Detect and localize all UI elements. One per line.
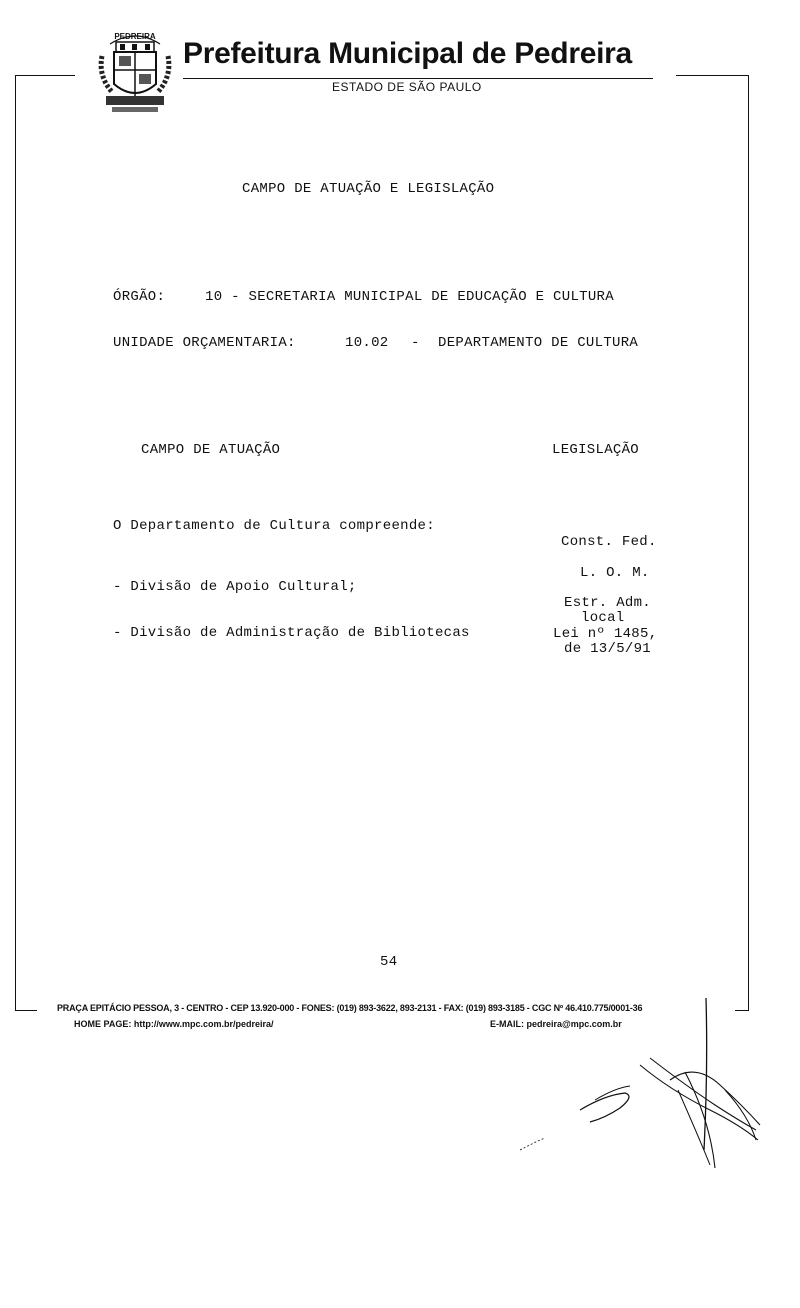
list-item: - Divisão de Apoio Cultural;	[113, 579, 357, 595]
footer-address: PRAÇA EPITÁCIO PESSOA, 3 - CENTRO - CEP 13.920-000 - FONES: (019) 893-3622, 893-2131 - FAX: (019) 893-3185 - CGC Nº 46.410.775/0001-36	[57, 1003, 643, 1013]
legislation-date: de 13/5/91	[564, 641, 652, 657]
header-rule	[183, 78, 653, 79]
footer-homepage: HOME PAGE: http://www.mpc.com.br/pedreira/	[74, 1019, 274, 1029]
municipality-title: Prefeitura Municipal de Pedreira	[183, 37, 632, 70]
frame-right	[748, 75, 749, 1010]
frame-bottom-left	[15, 1010, 37, 1011]
legislation-local: local	[581, 610, 625, 626]
orgao-label: ÓRGÃO:	[113, 289, 166, 305]
page-number: 54	[380, 954, 398, 970]
unidade-label: UNIDADE ORÇAMENTARIA:	[113, 335, 296, 351]
handwritten-signature	[510, 990, 770, 1175]
seal-text: PEDREIRA	[114, 32, 156, 41]
legislation-lei: Lei nº 1485,	[553, 626, 658, 642]
unidade-value: DEPARTAMENTO DE CULTURA	[438, 335, 639, 351]
coat-of-arms-icon	[96, 26, 174, 118]
document-heading: CAMPO DE ATUAÇÃO E LEGISLAÇÃO	[242, 181, 495, 197]
campo-header: CAMPO DE ATUAÇÃO	[141, 442, 281, 458]
legislation-lom: L. O. M.	[580, 565, 650, 581]
list-item: - Divisão de Administração de Bibliotecas	[113, 625, 470, 641]
frame-top-left	[15, 75, 75, 76]
orgao-value: 10 - SECRETARIA MUNICIPAL DE EDUCAÇÃO E CULTURA	[205, 289, 614, 305]
unidade-dash: -	[411, 335, 420, 351]
state-subtitle: ESTADO DE SÃO PAULO	[332, 80, 482, 94]
footer-email: E-MAIL: pedreira@mpc.com.br	[490, 1019, 622, 1029]
unidade-code: 10.02	[345, 335, 389, 351]
frame-top-right	[676, 75, 749, 76]
frame-left	[15, 75, 16, 1010]
legislation-estr: Estr. Adm.	[564, 595, 652, 611]
intro-text: O Departamento de Cultura compreende:	[113, 518, 435, 534]
legislation-const: Const. Fed.	[561, 534, 657, 550]
legislacao-header: LEGISLAÇÃO	[552, 442, 640, 458]
